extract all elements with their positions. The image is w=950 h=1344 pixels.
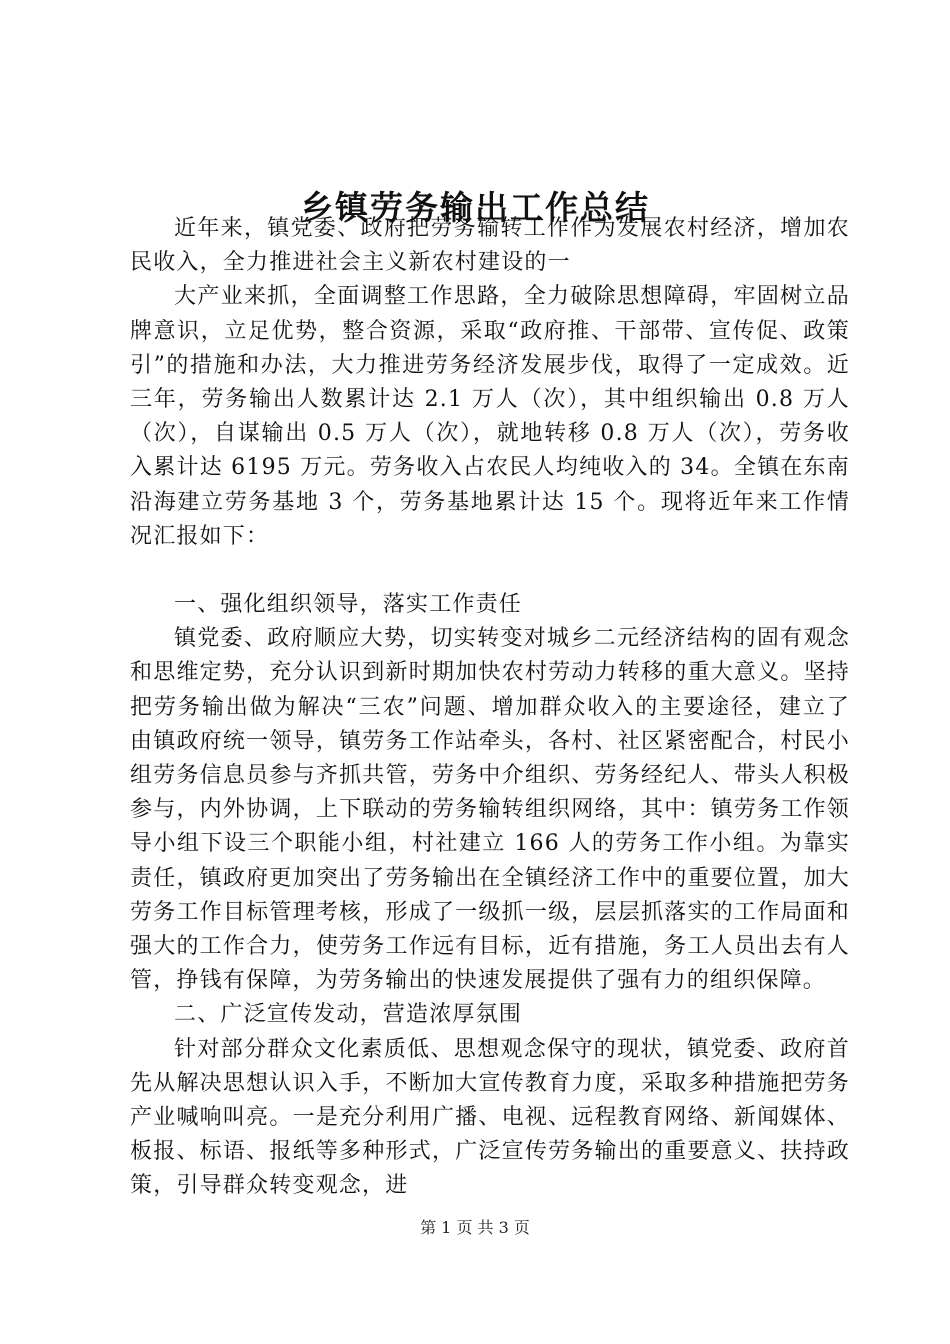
section-heading-1: 一、强化组织领导，落实工作责任: [174, 592, 523, 618]
paragraph-gap: [130, 554, 850, 588]
paragraph-intro: 近年来，镇党委、政府把劳务输转工作作为发展农村经济，增加农民收入，全力推进社会主义新农村建设的一: [130, 216, 850, 276]
page-footer: 第 1 页 共 3 页: [420, 1218, 530, 1237]
document-body: [130, 212, 850, 1204]
paragraph-section-1: 镇党委、政府顺应大势，切实转变对城乡二元经济结构的固有观念和思维定势，充分认识到新时期加快农村劳动力转移的重大意义。坚持把劳务输出做为解决“三农”问题、增加群众收入的主要途径，建立了由镇政府统一领导，镇劳务工作站牵头，各村、社区紧密配合，村民小组劳务信息员参与齐抓共管，劳务中介组织、劳务经纪人、带头人积极参与，内外协调，上下联动的劳务输转组织网络，其中：镇劳务工作领导小组下设三个职能小组，村社建立 166 人的劳务工作小组。为靠实责任，镇政府更加突出了劳务输出在全镇经济工作中的重要位置，加大劳务工作目标管理考核，形成了一级抓一级，层层抓落实的工作局面和强大的工作合力，使劳务工作远有目标，近有措施，务工人员出去有人管，挣钱有保障，为劳务输出的快速发展提供了强有力的组织保障。: [130, 626, 850, 994]
paragraph-summary: 大产业来抓，全面调整工作思路，全力破除思想障碍，牢固树立品牌意识，立足优势，整合资源，采取“政府推、干部带、宣传促、政策引”的措施和办法，大力推进劳务经济发展步伐，取得了一定成效。近三年，劳务输出人数累计达 2.1 万人（次），其中组织输出 0.8 万人（次），自谋输出 0.5 万人（次），就地转移 0.8 万人（次），劳务收入累计达 6195 万元。劳务收入占农民人均纯收入的 34。全镇在东南沿海建立劳务基地 3 个，劳务基地累计达 15 个。现将近年来工作情况汇报如下：: [130, 284, 850, 549]
paragraph-section-2: 针对部分群众文化素质低、思想观念保守的现状，镇党委、政府首先从解决思想认识入手，不断加大宣传教育力度，采取多种措施把劳务产业喊响叫亮。一是充分利用广播、电视、远程教育网络、新闻媒体、板报、标语、报纸等多种形式，广泛宣传劳务输出的重要意义、扶持政策，引导群众转变观念，进: [130, 1036, 850, 1199]
document-title: 乡镇劳务输出工作总结: [300, 188, 650, 227]
section-heading-2: 二、广泛宣传发动，营造浓厚氛围: [174, 1002, 523, 1028]
